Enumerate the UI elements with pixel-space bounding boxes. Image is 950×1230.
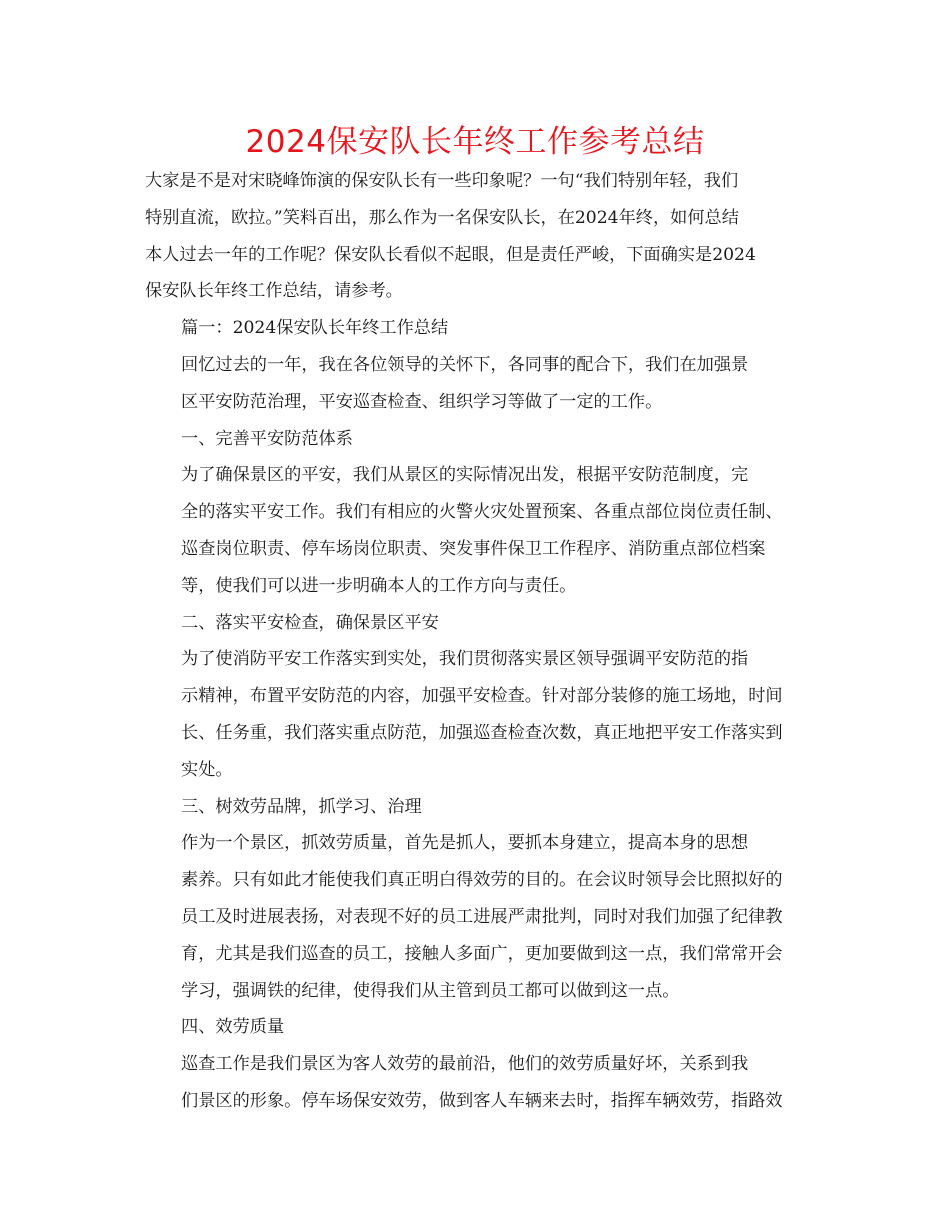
text-line: 素养。只有如此才能使我们真正明白得效劳的目的。在会议时领导会比照拟好的 xyxy=(181,870,783,891)
text-line: 大家是不是对宋晓峰饰演的保安队长有一些印象呢？一句“我们特别年轻，我们 xyxy=(145,171,739,191)
text-line: 学习，强调铁的纪律，使得我们从主管到员工都可以做到这一点。 xyxy=(181,980,680,1001)
paragraph xyxy=(145,825,807,1009)
text-line: 保安队长年终工作总结，请参考。 xyxy=(145,281,403,302)
text-line: 育，尤其是我们巡查的员工，接触人多面广，更加要做到这一点，我们常常开会 xyxy=(181,943,783,964)
text-line: 作为一个景区，抓效劳质量，首先是抓人，要抓本身建立，提高本身的思想 xyxy=(181,833,749,854)
text-line: 区平安防范治理，平安巡查检查、组织学习等做了一定的工作。 xyxy=(181,391,663,412)
document-body xyxy=(145,163,807,1120)
paragraph xyxy=(145,789,807,826)
paragraph xyxy=(145,1009,807,1046)
paragraph xyxy=(145,163,807,310)
text-line: 巡查岗位职责、停车场岗位职责、突发事件保卫工作程序、消防重点部位档案 xyxy=(181,538,766,559)
text-line: 等，使我们可以进一步明确本人的工作方向与责任。 xyxy=(181,575,577,596)
text-line: 们景区的形象。停车场保安效劳，做到客人车辆来去时，指挥车辆效劳，指路效 xyxy=(181,1090,783,1111)
page-title: 2024保安队长年终工作参考总结 xyxy=(245,124,705,160)
text-line: 本人过去一年的工作呢？保安队长看似不起眼，但是责任严峻，下面确实是2024 xyxy=(145,244,756,265)
paragraph xyxy=(145,1046,807,1120)
text-line: 特别直流，欧拉。”笑料百出，那么作为一名保安队长，在2024年终，如何总结 xyxy=(145,207,739,228)
text-line: 员工及时进展表扬，对表现不好的员工进展严肃批判，同时对我们加强了纪律教 xyxy=(181,906,783,927)
paragraph xyxy=(145,421,807,458)
text-line: 回忆过去的一年，我在各位领导的关怀下，各同事的配合下，我们在加强景 xyxy=(181,354,749,375)
text-line: 二、落实平安检查，确保景区平安 xyxy=(181,612,439,633)
text-line: 全的落实平安工作。我们有相应的火警火灾处置预案、各重点部位岗位责任制、 xyxy=(181,502,783,523)
text-line: 巡查工作是我们景区为客人效劳的最前沿，他们的效劳质量好坏，关系到我 xyxy=(181,1054,749,1075)
text-line: 为了确保景区的平安，我们从景区的实际情况出发，根据平安防范制度，完 xyxy=(181,465,749,486)
text-line: 长、任务重，我们落实重点防范，加强巡查检查次数，真正地把平安工作落实到 xyxy=(181,722,783,743)
paragraph xyxy=(145,310,807,347)
text-line: 四、效劳质量 xyxy=(181,1017,285,1038)
paragraph xyxy=(145,347,807,421)
text-line: 示精神，布置平安防范的内容，加强平安检查。针对部分装修的施工场地，时间 xyxy=(181,686,783,707)
text-line: 实处。 xyxy=(181,759,233,780)
text-line: 三、树效劳品牌，抓学习、治理 xyxy=(181,796,422,817)
paragraph xyxy=(145,457,807,604)
text-line: 为了使消防平安工作落实到实处，我们贯彻落实景区领导强调平安防范的指 xyxy=(181,649,749,670)
paragraph xyxy=(145,605,807,642)
text-line: 篇一：2024保安队长年终工作总结 xyxy=(181,318,449,339)
paragraph xyxy=(145,641,807,788)
text-line: 一、完善平安防范体系 xyxy=(181,428,353,449)
